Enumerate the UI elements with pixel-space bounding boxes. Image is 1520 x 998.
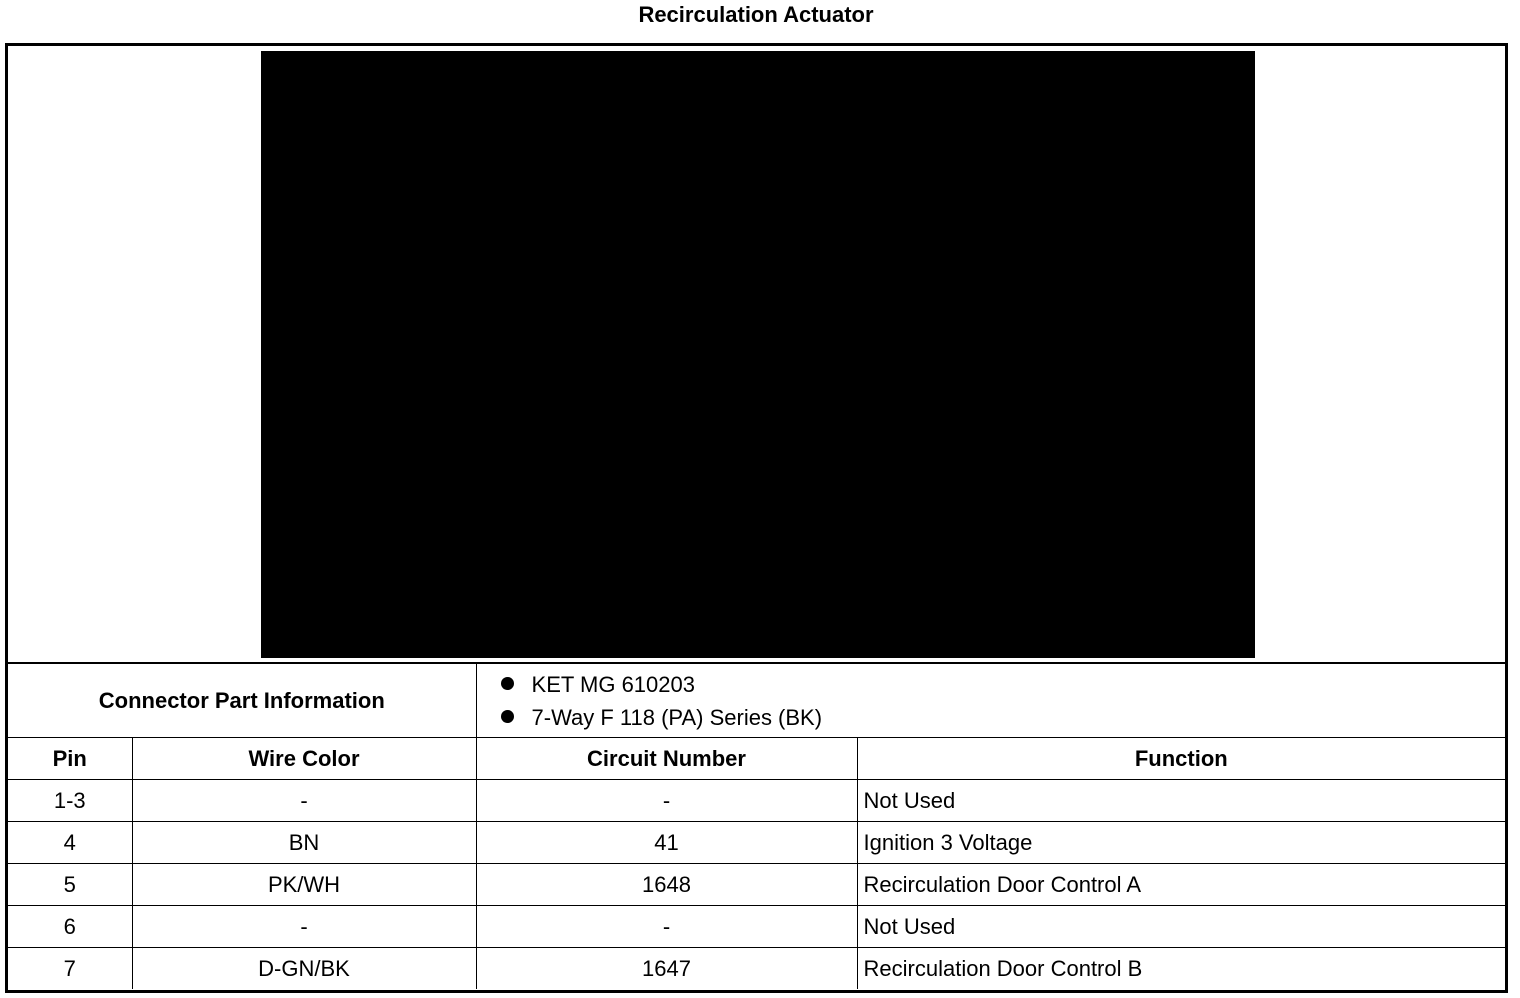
header-function: Function: [857, 738, 1505, 780]
connector-part-info-list: [476, 664, 1505, 738]
connector-image: [261, 51, 1255, 658]
cell-circuit-number: 41: [476, 822, 857, 864]
header-circuit-number: Circuit Number: [476, 738, 857, 780]
cell-pin: 1-3: [8, 780, 132, 822]
cell-pin: 7: [8, 948, 132, 990]
cell-pin: 6: [8, 906, 132, 948]
connector-frame: [5, 43, 1508, 993]
table-row: [8, 864, 1505, 906]
bullet-icon: [501, 677, 514, 690]
cell-pin: 5: [8, 864, 132, 906]
table-row: [8, 780, 1505, 822]
connector-part-info-row: [8, 664, 1505, 738]
cell-circuit-number: -: [476, 780, 857, 822]
cell-circuit-number: 1648: [476, 864, 857, 906]
connector-part-info-item: KET MG 610203: [501, 668, 1506, 701]
cell-function: Ignition 3 Voltage: [857, 822, 1505, 864]
pinout-table: [8, 664, 1505, 989]
cell-function: Recirculation Door Control B: [857, 948, 1505, 990]
cell-function: Recirculation Door Control A: [857, 864, 1505, 906]
cell-pin: 4: [8, 822, 132, 864]
header-pin: Pin: [8, 738, 132, 780]
table-row: [8, 906, 1505, 948]
cell-circuit-number: -: [476, 906, 857, 948]
cell-wire-color: D-GN/BK: [132, 948, 476, 990]
connector-part-info-item: 7-Way F 118 (PA) Series (BK): [501, 701, 1506, 734]
bullet-icon: [501, 710, 514, 723]
cell-wire-color: -: [132, 906, 476, 948]
table-row: [8, 948, 1505, 990]
page-title: Recirculation Actuator: [638, 2, 874, 27]
cell-function: Not Used: [857, 780, 1505, 822]
cell-wire-color: PK/WH: [132, 864, 476, 906]
cell-circuit-number: 1647: [476, 948, 857, 990]
cell-function: Not Used: [857, 906, 1505, 948]
cell-wire-color: -: [132, 780, 476, 822]
connector-image-area: [8, 46, 1505, 664]
connector-part-info-label: Connector Part Information: [8, 664, 476, 738]
header-wire-color: Wire Color: [132, 738, 476, 780]
cell-wire-color: BN: [132, 822, 476, 864]
table-header-row: [8, 738, 1505, 780]
table-row: [8, 822, 1505, 864]
